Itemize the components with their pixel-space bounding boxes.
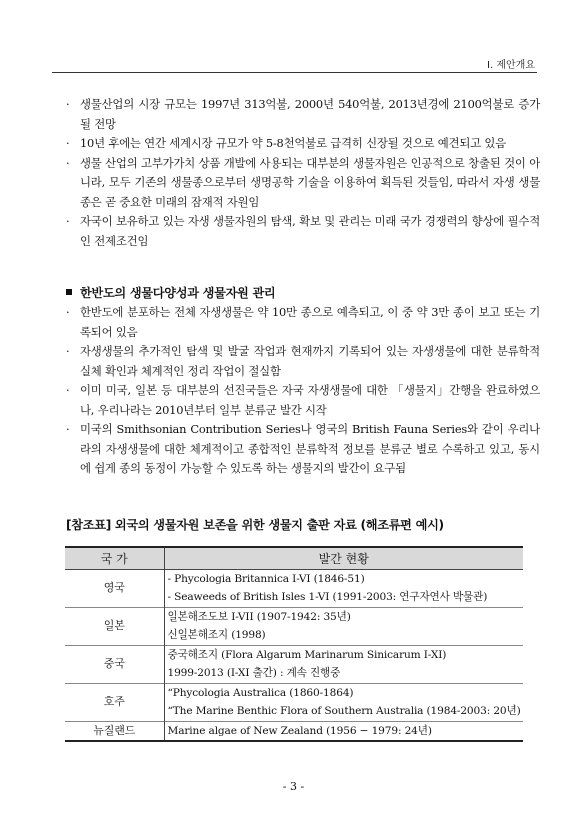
publication-line: 중국해조지 (Flora Algarum Marinarum Sinicarum I-XI) [167,648,447,661]
publication-line: “The Marine Benthic Flora of Southern Australia (1984-2003: 20년) [167,705,521,717]
publication-line: - Phycologia Britannica I-VI (1846-51) [167,572,365,585]
intro-bullet: · 10년 후에는 연간 세계시장 규모가 약 5-8천억불로 급격히 신장될 것으로 예견되고 있음 [66,134,540,154]
publications-cell [164,569,523,607]
section-bullet: · 미국의 Smithsonian Contribution Series나 영국의 British Fauna Series와 같이 우리나라의 자생생물에 대한 체계적이고 종합적인 분류학적 정보를 분류군 별로 수록하고 있고, 동시에 쉽게 종의 동정이 가능할 수 있도록 하는 생물지의 발간이 요구됨 [66,422,540,475]
running-header: I. 제안개요 [487,60,535,71]
bullet-dot: · [66,344,70,358]
publication-line: 일본해조도보 I-VII (1907-1942: 35년) [167,610,351,623]
section-heading: 한반도의 생물다양성과 생물자원 관리 [66,284,275,301]
table-row [65,683,523,721]
country-cell: 영국 [65,569,164,607]
table-row [65,721,523,741]
publications-cell [164,607,523,645]
section-bullet: · 한반도에 분포하는 전체 자생생물은 약 10만 종으로 예측되고, 이 중 약 3만 종이 보고 또는 기록되어 있음 [66,305,540,339]
section-bullet: · 자생생물의 추가적인 탐색 및 발굴 작업과 현재까지 기록되어 있는 자생생물에 대한 분류학적 실체 확인과 체계적인 정리 작업이 절실함 [66,344,540,378]
table-row [65,569,523,607]
publication-line: “Phycologia Australica (1860-1864) [167,686,354,699]
column-header-country: 국 가 [65,547,164,569]
country-cell: 중국 [65,645,164,683]
biodiversity-section [66,303,540,479]
country-cell: 일본 [65,607,164,645]
publication-line: - Seaweeds of British Isles 1-VI (1991-2003: 연구자연사 박물관) [167,591,488,603]
header-rule [52,72,537,73]
country-cell: 뉴질랜드 [65,721,164,741]
intro-section [66,95,540,251]
table-header-row [65,547,523,569]
table-row [65,607,523,645]
column-header-publications: 발간 현황 [164,547,523,569]
bullet-dot: · [66,214,70,228]
bullet-dot: · [66,97,70,111]
bullet-dot: · [66,383,70,397]
publication-line: 1999-2013 (I-XI 출간) : 계속 진행중 [167,667,341,679]
intro-bullet: · 생물산업의 시장 규모는 1997년 313억불, 2000년 540억불, 2013년경에 2100억불로 증가될 전망 [66,97,540,131]
publications-cell [164,645,523,683]
bullet-dot: · [66,422,70,436]
square-bullet-icon [66,289,72,295]
intro-bullet: · 자국이 보유하고 있는 자생 생물자원의 탐색, 확보 및 관리는 미래 국가 경쟁력의 향상에 필수적인 전제조건임 [66,214,540,248]
intro-bullet-list [66,95,540,251]
publication-line: Marine algae of New Zealand (1956 − 1979: 24년) [167,724,432,737]
publications-cell [164,721,523,741]
section-bullet-list [66,303,540,479]
publications-cell [164,683,523,721]
reference-table [65,546,523,742]
intro-bullet: · 생물 산업의 고부가가치 상품 개발에 사용되는 대부분의 생물자원은 인공적으로 창출된 것이 아니라, 모두 기존의 생물종으로부터 생명공학 기술을 이용하여 획득된 것들임, 따라서 자생 생물종은 곧 중요한 미래의 잠재적 자원임 [66,155,540,209]
section-bullet: · 이미 미국, 일본 등 대부분의 선진국들은 자국 자생생물에 대한 「생물지」간행을 완료하였으나, 우리나라는 2010년부터 일부 분류군 발간 시작 [66,383,540,417]
reference-table-title: [참조표] 외국의 생물자원 보존을 위한 생물지 출판 자료 (해조류편 예시) [66,518,444,532]
page-number: - 3 - [282,780,305,793]
publication-line: 신일본해조지 (1998) [167,629,266,641]
bullet-dot: · [66,305,70,319]
bullet-dot: · [66,155,70,170]
country-cell: 호주 [65,683,164,721]
table-row [65,645,523,683]
bullet-dot: · [66,136,70,150]
